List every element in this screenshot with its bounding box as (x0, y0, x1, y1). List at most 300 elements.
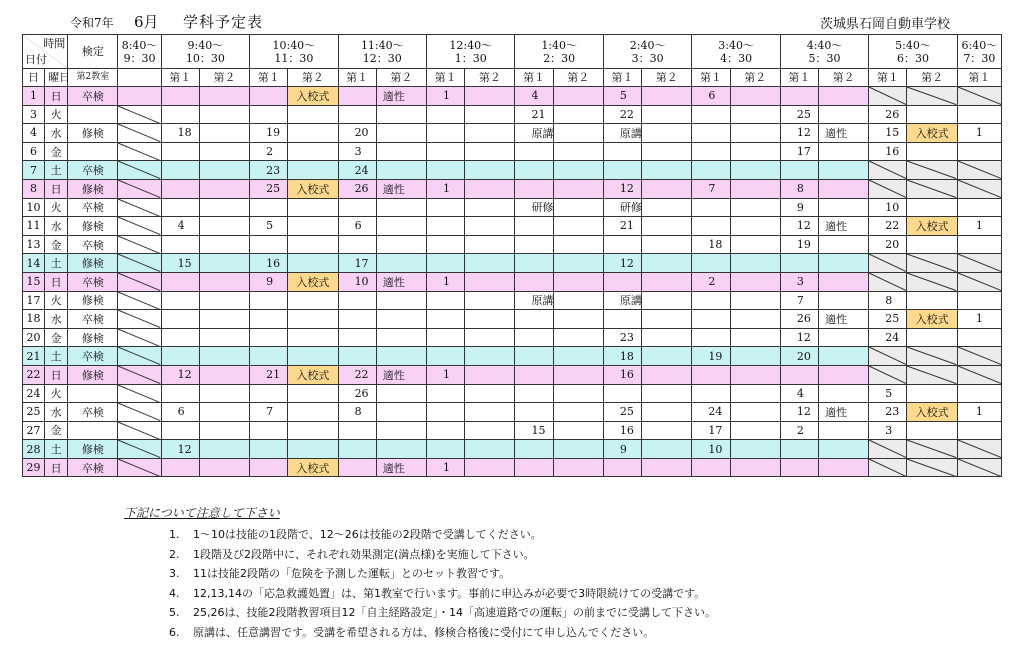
schedule-cell (515, 235, 553, 254)
schedule-cell (338, 105, 376, 124)
schedule-cell (819, 142, 869, 161)
schedule-cell (199, 235, 249, 254)
schedule-cell (730, 421, 780, 440)
weekday-cell: 火 (45, 198, 68, 217)
schedule-cell (427, 198, 465, 217)
schedule-cell: 22 (869, 217, 907, 236)
schedule-cell (819, 365, 869, 384)
weekday-cell: 水 (45, 124, 68, 143)
schedule-cell (692, 124, 730, 143)
period-end: 1：30 (454, 51, 487, 65)
period-end: 2：30 (543, 51, 576, 65)
period0-cell (118, 198, 161, 217)
schedule-cell (730, 365, 780, 384)
period-start: 1:40～ (541, 38, 578, 52)
schedule-cell: 1 (427, 87, 465, 106)
period-end: 7：30 (963, 51, 996, 65)
schedule-cell (642, 440, 692, 459)
schedule-cell (780, 254, 818, 273)
schedule-cell (603, 142, 641, 161)
schedule-cell (338, 235, 376, 254)
period-header (515, 35, 603, 69)
weekday-cell: 火 (45, 291, 68, 310)
schedule-cell (553, 272, 603, 291)
sub-header-first: 第１ (603, 69, 641, 87)
schedule-cell (957, 421, 1001, 440)
schedule-cell: 6 (338, 217, 376, 236)
period-end: 11：30 (274, 51, 314, 65)
closed-cell (907, 347, 957, 366)
schedule-cell (730, 458, 780, 477)
schedule-cell (376, 235, 426, 254)
schedule-cell (338, 291, 376, 310)
room-cell: 修検 (68, 179, 118, 198)
schedule-cell (427, 235, 465, 254)
note-text: 25,26は、技能2段階教習項目12「自主経路設定」・14「高速道路での運転」の前までに受講して下さい。 (193, 606, 716, 619)
day-cell: 10 (23, 198, 45, 217)
schedule-cell: 3 (869, 421, 907, 440)
table-row (23, 310, 1002, 329)
header-row-sub (23, 69, 1002, 87)
schedule-cell (957, 291, 1001, 310)
schedule-cell: 12 (603, 254, 641, 273)
schedule-cell: 3 (780, 272, 818, 291)
schedule-cell (376, 310, 426, 329)
schedule-cell (288, 254, 338, 273)
table-row (23, 272, 1002, 291)
schedule-cell (161, 291, 199, 310)
schedule-cell: 25 (869, 310, 907, 329)
schedule-cell: 16 (603, 421, 641, 440)
schedule-cell (819, 198, 869, 217)
schedule-cell: 17 (338, 254, 376, 273)
schedule-cell (907, 291, 957, 310)
schedule-cell (465, 403, 515, 422)
schedule-cell: 12 (780, 328, 818, 347)
schedule-cell (957, 142, 1001, 161)
table-row (23, 124, 1002, 143)
schedule-cell (819, 347, 869, 366)
schedule-cell (161, 328, 199, 347)
closed-cell (869, 87, 907, 106)
table-row (23, 235, 1002, 254)
period0-cell (118, 384, 161, 403)
schedule-cell: 適性 (376, 179, 426, 198)
schedule-cell (907, 105, 957, 124)
period-start: 9:40～ (187, 38, 224, 52)
schedule-cell (515, 365, 553, 384)
schedule-cell (515, 440, 553, 459)
closed-cell (957, 161, 1001, 180)
closed-cell (869, 347, 907, 366)
closed-cell (957, 347, 1001, 366)
closed-cell (907, 161, 957, 180)
schedule-cell (553, 421, 603, 440)
schedule-cell (288, 217, 338, 236)
schedule-cell (642, 365, 692, 384)
schedule-cell (427, 217, 465, 236)
schedule-cell (250, 421, 288, 440)
schedule-cell (642, 272, 692, 291)
schedule-cell (553, 384, 603, 403)
schedule-cell: 2 (692, 272, 730, 291)
schedule-cell (553, 328, 603, 347)
note-number: 5. (169, 606, 180, 619)
closed-cell (907, 87, 957, 106)
closed-cell (907, 254, 957, 273)
schedule-cell (288, 421, 338, 440)
schedule-cell: 入校式 (288, 365, 338, 384)
schedule-cell (692, 365, 730, 384)
schedule-cell (780, 458, 818, 477)
schedule-cell (730, 217, 780, 236)
period0-cell (118, 179, 161, 198)
schedule-cell (465, 458, 515, 477)
schedule-cell (692, 254, 730, 273)
schedule-cell: 19 (780, 235, 818, 254)
schedule-cell (642, 179, 692, 198)
schedule-cell (465, 328, 515, 347)
day-cell: 22 (23, 365, 45, 384)
schedule-cell: 21 (603, 217, 641, 236)
schedule-cell (250, 87, 288, 106)
closed-cell (957, 458, 1001, 477)
day-header: 日 (23, 69, 45, 87)
schedule-cell (465, 105, 515, 124)
schedule-cell: 16 (869, 142, 907, 161)
schedule-cell (376, 291, 426, 310)
schedule-cell: 23 (603, 328, 641, 347)
schedule-cell (642, 291, 692, 310)
schedule-cell (692, 105, 730, 124)
schedule-cell (553, 198, 603, 217)
day-cell: 17 (23, 291, 45, 310)
day-cell: 18 (23, 310, 45, 329)
period0-cell (118, 105, 161, 124)
period0-cell (118, 217, 161, 236)
table-row (23, 365, 1002, 384)
sub-header-second: 第２ (730, 69, 780, 87)
schedule-cell (376, 161, 426, 180)
room-cell: 修検 (68, 217, 118, 236)
corner-date-label: 日付 (25, 53, 47, 66)
corner-time-label: 時間 (43, 37, 66, 50)
schedule-cell (515, 272, 553, 291)
schedule-cell: 10 (869, 198, 907, 217)
schedule-cell: 21 (515, 105, 553, 124)
schedule-cell (642, 217, 692, 236)
schedule-cell (338, 421, 376, 440)
weekday-cell: 水 (45, 217, 68, 236)
schedule-cell: 5 (250, 217, 288, 236)
schedule-cell (338, 87, 376, 106)
closed-cell (957, 272, 1001, 291)
schedule-cell: 15 (161, 254, 199, 273)
schedule-cell (465, 347, 515, 366)
schedule-cell: 7 (250, 403, 288, 422)
schedule-cell: 3 (338, 142, 376, 161)
schedule-cell (250, 198, 288, 217)
day-cell: 6 (23, 142, 45, 161)
schedule-cell: 7 (780, 291, 818, 310)
schedule-cell: 10 (338, 272, 376, 291)
schedule-cell: 入校式 (288, 272, 338, 291)
corner-cell (23, 35, 68, 69)
sub-header-second: 第２ (465, 69, 515, 87)
schedule-cell (427, 328, 465, 347)
schedule-cell (376, 142, 426, 161)
sub-header-first: 第１ (515, 69, 553, 87)
page-title: 学科予定表 (183, 13, 264, 31)
schedule-cell (553, 124, 603, 143)
schedule-cell: 適性 (376, 458, 426, 477)
schedule-cell: 26 (338, 384, 376, 403)
schedule-cell (288, 124, 338, 143)
sub-header-blank (118, 69, 161, 87)
schedule-cell: 22 (338, 365, 376, 384)
schedule-cell: 原講 (603, 124, 641, 143)
schedule-cell (465, 179, 515, 198)
schedule-cell (692, 217, 730, 236)
period-start: 2:40～ (629, 38, 666, 52)
schedule-cell (338, 310, 376, 329)
day-cell: 27 (23, 421, 45, 440)
schedule-cell (730, 403, 780, 422)
weekday-cell: 土 (45, 440, 68, 459)
schedule-cell (553, 142, 603, 161)
period0-cell (118, 403, 161, 422)
schedule-cell (603, 161, 641, 180)
schedule-cell (730, 254, 780, 273)
schedule-cell (376, 105, 426, 124)
schedule-cell: 8 (869, 291, 907, 310)
schedule-cell: 20 (780, 347, 818, 366)
note-number: 6. (169, 625, 180, 639)
schedule-cell: 7 (692, 179, 730, 198)
schedule-cell (819, 328, 869, 347)
schedule-cell (427, 440, 465, 459)
schedule-cell (338, 347, 376, 366)
schedule-cell (161, 384, 199, 403)
table-row (23, 421, 1002, 440)
schedule-cell (199, 161, 249, 180)
schedule-cell: 19 (250, 124, 288, 143)
schedule-cell (692, 142, 730, 161)
closed-cell (957, 440, 1001, 459)
day-cell: 1 (23, 87, 45, 106)
schedule-cell (199, 458, 249, 477)
schedule-cell: 適性 (819, 403, 869, 422)
sub-header-second: 第２ (553, 69, 603, 87)
schedule-cell: 25 (603, 403, 641, 422)
room-cell (68, 384, 118, 403)
schedule-cell: 17 (692, 421, 730, 440)
period0-cell (118, 124, 161, 143)
schedule-cell (427, 347, 465, 366)
weekday-cell: 水 (45, 403, 68, 422)
schedule-cell (642, 161, 692, 180)
sub-header-second: 第２ (376, 69, 426, 87)
room-cell: 卒検 (68, 458, 118, 477)
note-text: 1～10は技能の1段階で、12～26は技能の2段階で受講してください。 (193, 528, 542, 541)
schedule-cell: 入校式 (907, 310, 957, 329)
room-cell: 修検 (68, 254, 118, 273)
schedule-cell (692, 328, 730, 347)
period0-cell (118, 458, 161, 477)
schedule-cell (427, 310, 465, 329)
table-row (23, 217, 1002, 236)
schedule-cell: 1 (427, 458, 465, 477)
schedule-cell (730, 347, 780, 366)
day-cell: 7 (23, 161, 45, 180)
schedule-cell (957, 105, 1001, 124)
period0-cell (118, 254, 161, 273)
schedule-cell (199, 328, 249, 347)
schedule-cell (199, 254, 249, 273)
schedule-cell: 24 (869, 328, 907, 347)
period0-cell (118, 87, 161, 106)
room-cell: 卒検 (68, 272, 118, 291)
schedule-cell (642, 421, 692, 440)
schedule-cell (199, 124, 249, 143)
schedule-cell: 26 (338, 179, 376, 198)
schedule-cell (199, 384, 249, 403)
table-row (23, 161, 1002, 180)
sub-header-first: 第１ (250, 69, 288, 87)
schedule-cell (730, 384, 780, 403)
schedule-cell (376, 124, 426, 143)
closed-cell (957, 254, 1001, 273)
schedule-cell (819, 291, 869, 310)
schedule-cell (642, 235, 692, 254)
schedule-cell (515, 217, 553, 236)
schedule-cell: 18 (603, 347, 641, 366)
schedule-cell (642, 254, 692, 273)
schedule-cell (553, 458, 603, 477)
period0-cell (118, 365, 161, 384)
closed-cell (869, 440, 907, 459)
schedule-cell (730, 179, 780, 198)
schedule-cell (288, 291, 338, 310)
schedule-cell (603, 272, 641, 291)
schedule-cell: 入校式 (907, 124, 957, 143)
schedule-cell (553, 217, 603, 236)
schedule-cell (780, 440, 818, 459)
schedule-cell: 24 (692, 403, 730, 422)
schedule-cell (642, 458, 692, 477)
period-start: 6:40～ (961, 38, 998, 52)
schedule-cell (603, 235, 641, 254)
schedule-cell: 4 (161, 217, 199, 236)
schedule-cell: 25 (250, 179, 288, 198)
period0-cell (118, 310, 161, 329)
schedule-cell (553, 365, 603, 384)
table-row (23, 198, 1002, 217)
schedule-cell (780, 87, 818, 106)
period0-cell (118, 291, 161, 310)
schedule-cell (692, 458, 730, 477)
schedule-cell (819, 254, 869, 273)
schedule-cell (515, 384, 553, 403)
schedule-cell (288, 198, 338, 217)
closed-cell (957, 365, 1001, 384)
schedule-cell (161, 272, 199, 291)
schedule-cell (465, 291, 515, 310)
schedule-cell: 15 (869, 124, 907, 143)
schedule-cell (199, 217, 249, 236)
schedule-cell (250, 291, 288, 310)
schedule-cell (642, 87, 692, 106)
schedule-cell (780, 365, 818, 384)
period0-cell (118, 161, 161, 180)
schedule-cell (465, 161, 515, 180)
weekday-cell: 土 (45, 254, 68, 273)
sub-header-second: 第２ (288, 69, 338, 87)
schedule-cell: 23 (869, 403, 907, 422)
schedule-cell: 原講 (603, 291, 641, 310)
closed-cell (869, 254, 907, 273)
schedule-cell (288, 384, 338, 403)
schedule-cell (250, 310, 288, 329)
schedule-cell (199, 272, 249, 291)
schedule-cell (465, 142, 515, 161)
schedule-cell (199, 179, 249, 198)
schedule-cell (465, 87, 515, 106)
note-text: 11は技能2段階の「危険を予測した運転」とのセット教習です。 (193, 567, 511, 580)
schedule-cell (553, 347, 603, 366)
schedule-cell (376, 403, 426, 422)
sub-header-first: 第１ (338, 69, 376, 87)
schedule-cell (199, 403, 249, 422)
schedule-cell (730, 198, 780, 217)
schedule-cell (819, 161, 869, 180)
day-cell: 3 (23, 105, 45, 124)
schedule-cell: 8 (780, 179, 818, 198)
closed-cell (869, 458, 907, 477)
schedule-cell (553, 161, 603, 180)
room-cell: 修検 (68, 291, 118, 310)
schedule-cell: 1 (957, 403, 1001, 422)
weekday-cell: 水 (45, 310, 68, 329)
table-row (23, 403, 1002, 422)
closed-cell (869, 365, 907, 384)
schedule-cell: 入校式 (907, 217, 957, 236)
closed-cell (907, 440, 957, 459)
schedule-cell (819, 235, 869, 254)
schedule-cell (161, 347, 199, 366)
schedule-cell (603, 458, 641, 477)
schedule-cell (819, 458, 869, 477)
schedule-cell (427, 421, 465, 440)
schedule-cell (642, 347, 692, 366)
month-label: 6月 (134, 13, 159, 31)
kentei-header: 検定 (68, 35, 118, 69)
sub-header-second: 第２ (199, 69, 249, 87)
schedule-cell (288, 310, 338, 329)
table-row (23, 142, 1002, 161)
room-cell: 卒検 (68, 403, 118, 422)
schedule-cell (515, 161, 553, 180)
schedule-cell: 1 (427, 179, 465, 198)
room-cell (68, 142, 118, 161)
schedule-cell (907, 198, 957, 217)
weekday-cell: 日 (45, 179, 68, 198)
sub-header-first: 第１ (161, 69, 199, 87)
note-text: 12,13,14の「応急救護処置」は、第1教室で行います。事前に申込みが必要で3時限続けての受講です。 (193, 586, 706, 600)
schedule-cell (427, 142, 465, 161)
schedule-cell (376, 198, 426, 217)
weekday-cell: 金 (45, 328, 68, 347)
